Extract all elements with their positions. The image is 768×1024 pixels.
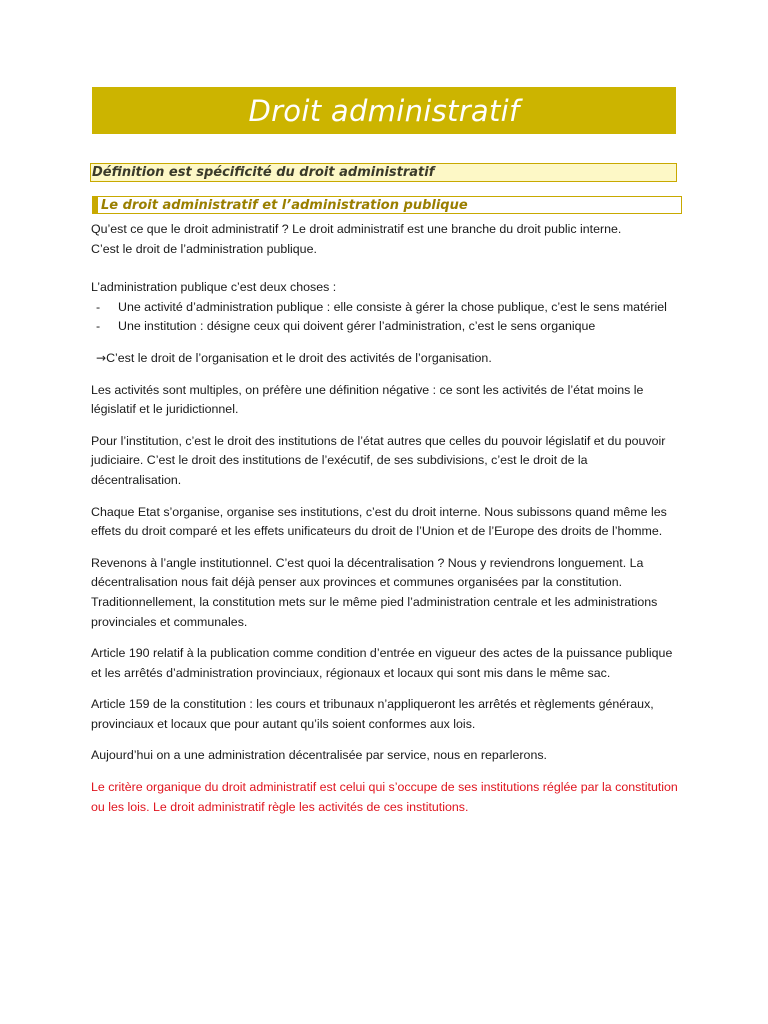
paragraph: Pour l’institution, c’est le droit des institutions de l’état autres que celles du pouvoir législatif et du pouvoir judiciaire. C’est le droit des institutions de l’exécutif, de ses subdivisions, c’est le droit de la décentralisation. (91, 433, 666, 487)
paragraph: Article 190 relatif à la publication comme condition d’entrée en vigueur des actes de la puissance publique et les arrêtés d’administration provinciaux, régionaux et locaux qui sont mis dans le même sac. (91, 646, 673, 680)
document-body (91, 220, 681, 829)
document-title: Droit administratif (248, 93, 520, 128)
blank-line (91, 259, 681, 278)
arrow-text: C’est le droit de l’organisation et le droit des activités de l’organisation. (106, 350, 492, 365)
intro-line-2: C’est le droit de l’administration publique. (91, 241, 317, 256)
paragraph: Revenons à l’angle institutionnel. C’est quoi la décentralisation ? Nous y reviendrons longuement. La décentralisation nous fait déjà penser aux provinces et communes organisées par la constitution. Traditionnellement, la constitution mets sur le même pied l’administration centrale et les administrations provinciales et communales. (91, 555, 658, 629)
title-banner (92, 87, 676, 134)
list-item: - Une activité d’administration publique : elle consiste à gérer la chose publique, c’est le sens matériel (91, 298, 681, 318)
paragraph: Article 159 de la constitution : les cours et tribunaux n’appliqueront les arrêtés et règlements généraux, provinciaux et locaux que pour autant qu’ils soient conformes aux lois. (91, 697, 654, 731)
paragraph: Chaque Etat s’organise, organise ses institutions, c’est du droit interne. Nous subissons quand même les effets du droit comparé et les effets unificateurs du droit de l’Union et de l’Europe des droits de l’homme. (91, 504, 667, 539)
paragraph: Les activités sont multiples, on préfère une définition négative : ce sont les activités de l’état moins le législatif et le juridictionnel. (91, 382, 644, 417)
heading-2 (92, 196, 682, 214)
heading-2-marker (93, 197, 98, 213)
dash-list (91, 298, 681, 337)
intro-line-1: Qu’est ce que le droit administratif ? Le droit administratif est une branche du droit public interne. (91, 222, 622, 236)
list-item: - Une institution : désigne ceux qui doivent gérer l’administration, c’est le sens organique (91, 317, 681, 337)
arrow-paragraph (91, 349, 681, 369)
heading-1-text: Définition est spécificité du droit administratif (92, 165, 435, 180)
list-intro: L’administration publique c’est deux choses : (91, 280, 337, 295)
highlighted-definition: Le critère organique du droit administratif est celui qui s’occupe de ses institutions réglée par la constitution ou les lois. Le droit administratif règle les activités de ces institutions. (91, 780, 678, 814)
intro-paragraph (91, 220, 681, 259)
heading-1 (90, 163, 677, 182)
heading-2-text: Le droit administratif et l’administration publique (101, 197, 468, 213)
paragraph: Aujourd’hui on a une administration décentralisée par service, nous en reparlerons. (91, 748, 547, 763)
right-arrow-icon: → (96, 350, 107, 365)
